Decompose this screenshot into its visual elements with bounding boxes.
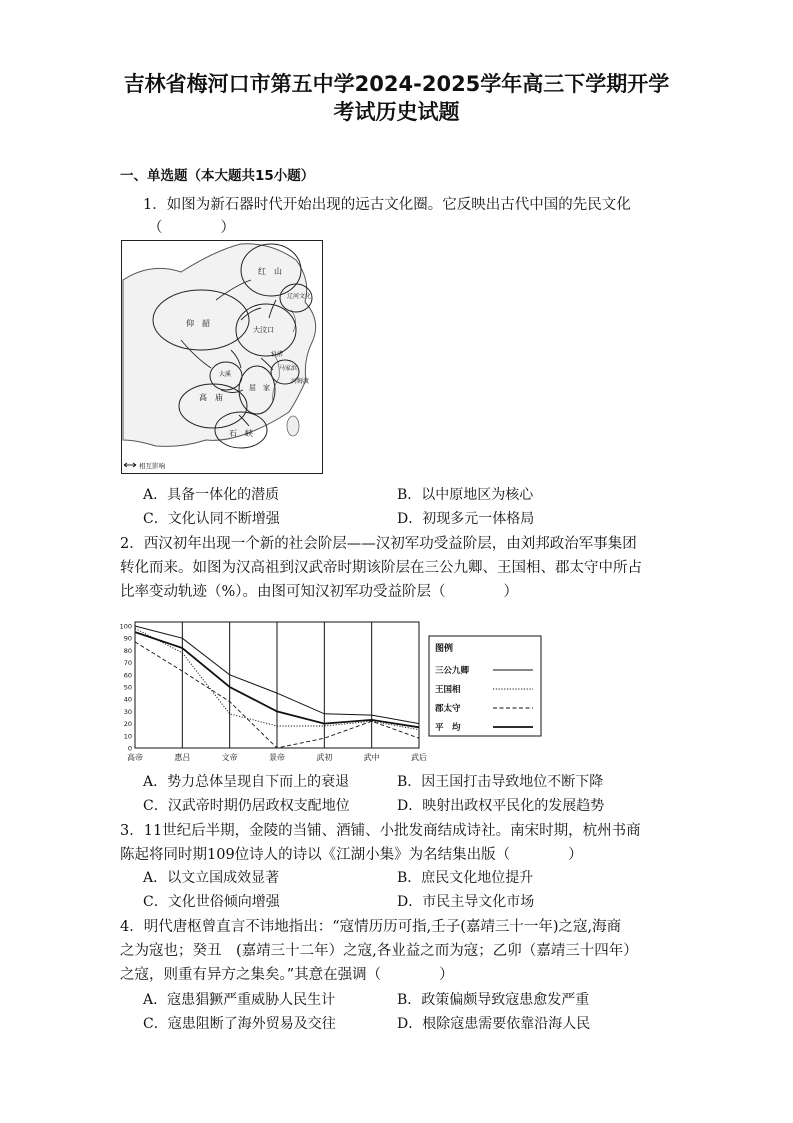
map-label-majiabang: 马家浜 <box>279 365 298 372</box>
y-tick-label: 20 <box>123 720 132 729</box>
map-label-shixia: 石 峡 <box>229 429 253 438</box>
q2-option-a[interactable]: A．势力总体呈现自下而上的衰退 <box>143 774 350 790</box>
map-label-gaomiao: 高 庙 <box>199 393 223 402</box>
q2-stem-line2: 转化而来。如图为汉高祖到汉武帝时期该阶层在三公九卿、王国相、郡太守中所占 <box>120 560 642 576</box>
y-tick-label: 80 <box>123 646 132 655</box>
y-tick-label: 60 <box>123 671 132 680</box>
q2-option-d[interactable]: D．映射出政权平民化的发展趋势 <box>397 798 605 814</box>
q3-stem-line1: 3．11世纪后半期，金陵的当铺、酒铺、小批发商结成诗社。南宋时期，杭州书商 <box>120 823 641 839</box>
y-tick-label: 30 <box>123 707 132 716</box>
map-label-hemudu: 河姆渡 <box>291 378 310 385</box>
q1-answer-blank: （ ） <box>148 220 235 236</box>
x-tick-label: 高帝 <box>127 753 143 762</box>
q4-stem-line1: 4．明代唐枢曾直言不讳地指出：“寇情历历可指,壬子(嘉靖三十一年)之寇,海商 <box>120 919 622 935</box>
q2-stem-line1: 2．西汉初年出现一个新的社会阶层——汉初军功受益阶层，由刘邦政治军事集团 <box>120 536 637 552</box>
x-tick-label: 文帝 <box>221 753 238 762</box>
section-heading: 一、单选题（本大题共15小题） <box>120 168 315 184</box>
y-tick-label: 50 <box>123 683 132 692</box>
x-tick-label: 武后 <box>411 753 427 762</box>
q3-option-c[interactable]: C．文化世俗倾向增强 <box>143 894 280 910</box>
q4-option-d[interactable]: D．根除寇患需要依靠沿海人民 <box>397 1016 591 1032</box>
legend-label: 三公九卿 <box>435 666 470 676</box>
map-label-daxi: 大溪 <box>219 371 232 378</box>
q3-option-a[interactable]: A．以文立国成效显著 <box>143 870 280 886</box>
legend-label: 平 均 <box>435 723 461 733</box>
legend-label: 王国相 <box>435 685 461 695</box>
map-label-yangshao: 仰 韶 <box>186 319 210 328</box>
x-tick-label: 惠吕 <box>174 753 191 762</box>
exam-title-line1: 吉林省梅河口市第五中学2024-2025学年高三下学期开学 <box>123 72 670 96</box>
map-label-hongshan: 红 山 <box>258 267 282 276</box>
x-tick-label: 武初 <box>316 753 333 762</box>
line-chart <box>119 608 547 766</box>
map-label-qujia: 屈 家 <box>249 384 270 392</box>
q3-option-b[interactable]: B．庶民文化地位提升 <box>397 870 534 886</box>
legend-label: 郡太守 <box>435 704 461 714</box>
q4-option-a[interactable]: A．寇患猖獗严重威胁人民生计 <box>143 992 336 1008</box>
q2-stem-line3: 比率变动轨迹（%）。由图可知汉初军功受益阶层（ ） <box>120 584 519 600</box>
exam-title-line2: 考试历史试题 <box>333 100 460 124</box>
y-tick-label: 40 <box>123 695 132 704</box>
y-tick-label: 10 <box>123 732 132 741</box>
neolithic-culture-map <box>121 240 323 474</box>
q1-option-c[interactable]: C．文化认同不断增强 <box>143 511 280 527</box>
q4-option-c[interactable]: C．寇患阻断了海外贸易及交往 <box>143 1016 336 1032</box>
map-island <box>287 416 299 436</box>
q4-stem-line2: 之为寇也；癸丑 (嘉靖三十二年）之寇,各业益之而为寇；乙卯（嘉靖三十四年） <box>120 943 638 959</box>
legend-title: 图例 <box>435 644 454 654</box>
map-legend-text: 相互影响 <box>139 462 165 470</box>
q1-option-a[interactable]: A．具备一体化的潜质 <box>143 487 280 503</box>
y-tick-label: 100 <box>119 622 132 631</box>
q3-option-d[interactable]: D．市民主导文化市场 <box>397 894 535 910</box>
q1-option-b[interactable]: B．以中原地区为核心 <box>397 487 534 503</box>
map-label-liaohe: 辽河文化 <box>287 293 312 300</box>
map-label-liangzhu: 良渚 <box>271 351 284 358</box>
q2-option-b[interactable]: B．因王国打击导致地位不断下降 <box>397 774 604 790</box>
q2-option-c[interactable]: C．汉武帝时期仍居政权支配地位 <box>143 798 350 814</box>
q1-option-d[interactable]: D．初现多元一体格局 <box>397 511 535 527</box>
chart-legend <box>429 636 541 736</box>
q3-stem-line2: 陈起将同时期109位诗人的诗以《江湖小集》为名结集出版（ ） <box>120 847 583 863</box>
q1-stem-line1: 1．如图为新石器时代开始出现的远古文化圈。它反映出古代中国的先民文化 <box>143 197 631 213</box>
x-tick-label: 武中 <box>363 753 380 762</box>
y-tick-label: 90 <box>123 634 132 643</box>
q4-option-b[interactable]: B．政策偏颇导致寇患愈发严重 <box>397 992 590 1008</box>
y-tick-label: 70 <box>123 659 132 668</box>
q4-stem-line3: 之寇，则重有异方之集矣。”其意在强调（ ） <box>120 967 454 983</box>
map-label-dawenkou: 大汶口 <box>253 326 274 334</box>
y-tick-label: 0 <box>127 744 132 753</box>
x-tick-label: 景帝 <box>269 753 285 762</box>
